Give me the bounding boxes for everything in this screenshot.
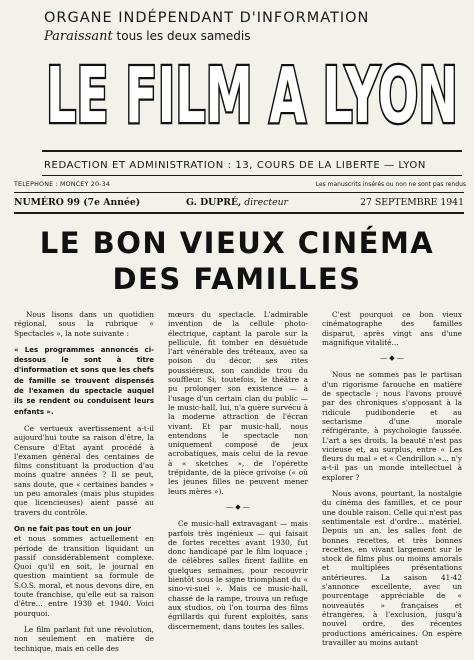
headline-line-1: LE BON VIEUX CINÉMA — [39, 226, 435, 260]
editor-name: G. DUPRÉ, — [186, 197, 242, 208]
col1-paragraph: Nous lisons dans un quotidien régional, sous la rubrique « Spectacles », la note suivante : — [14, 310, 154, 338]
article-column-1 — [14, 310, 154, 660]
newspaper-title: LE FILM A LYON — [46, 52, 458, 136]
col3-paragraph: Nous ne sommes pas le partisan d'un rigorisme farouche en matière de spectacle ; nous l'avons prouvé par des chroniques s'opposant à la ridicule pudibonderie et au sectarisme d'une morale réfrigérante, à psychologie faussée. L'art a ses droits, la beauté n'est pas vicieuse et, au surplus, entre « Les fleurs du mal » et « Cendrillon »... n'y a-t-il pas un monde intellectuel à explorer ? — [322, 370, 462, 482]
manuscripts-note: Les manuscrits insérés ou non ne sont pas rendus — [315, 181, 466, 188]
editor — [186, 197, 288, 208]
column-separator: — ◆ — — [226, 502, 250, 511]
editor-role: directeur — [241, 197, 288, 208]
subtitle-script: Paraissant — [44, 29, 113, 44]
headline-line-2: DES FAMILLES — [112, 262, 362, 296]
col3-paragraph: C'est pourquoi ce bon vieux cinématographe des familles disparut, après vingt ans d'une magnifique vitalité... — [322, 310, 462, 347]
article-column-3 — [322, 310, 462, 654]
issue-rule-bottom — [14, 212, 464, 214]
column-separator: — ◆ — — [380, 354, 404, 363]
col1-bold-phrase: On ne fait pas tout en un jour — [14, 524, 131, 533]
issue-date: 27 SEPTEMBRE 1941 — [360, 197, 464, 208]
telephone-line: TELEPHONE : MONCEY 20-34 — [14, 181, 111, 188]
address-line: REDACTION ET ADMINISTRATION : 13, COURS DE LA LIBERTE — LYON — [44, 160, 426, 171]
subtitle-rest: tous les deux samedis — [112, 29, 251, 43]
col3-paragraph: Nous avons, pourtant, la nostalgie du cinéma des familles, et ce pour une double raison. Celle qui n'est pas sentimentale est d'ordre... matériel. Depuis un an, les salles font de bonnes recettes, et très bonnes recettes, en vivant largement sur le stock de films plus ou moins amorals et multiplées présentations antérieures. La saison 41-42 s'annonce excellente, avec un pourcentage appréciable de « nouveautés » françaises et étrangères, à l'exclusion, jusqu'à nouvel ordre, des récentes productions américaines. On espère travailler au moins autant — [322, 489, 462, 647]
article-column-2 — [168, 310, 308, 638]
col1-bold-notice: « Les programmes annoncés ci-dessous le sont à titre d'information et sons que les chefs de famille se trouvent dispensés de l'examen du spectacle auquel ils se rendent ou conduisent leurs enfants ». — [14, 345, 154, 416]
issue-rule-top — [14, 192, 464, 193]
masthead-top-line: ORGANE INDÉPENDANT D'INFORMATION — [44, 10, 370, 26]
masthead-rule-top — [42, 150, 462, 152]
col2-paragraph: Ce music-hall extravagant — mais parfois très ingénieux — qui faisait de fortes recettes avant 1930, fut donc handicapé par le film loquace ; de célèbres salles firent faillite en quelques semaines, pour recouvrir bientôt sous le signe triomphant du « sino-vi-suel ». Mais ce music-hall, chassé de la rampe, trouva un refuge aux studios, où l'on tourna des films égrillards qui furent exploités, sans discernement, dans toutes les salles. — [168, 519, 308, 631]
col2-paragraph: mœurs du spectacle. L'admirable invention de la cellule photo-électrique, captant la parole sur la pellicule, fit tomber en désuétude l'art vénérable des tréteaux, avec sa poison du décor, ses rites poussiéreux, son candide trou du souffleur. Si, toutefois, le théâtre a pu prolonger son existence — à l'usage d'un certain clan du public — le music-hall, lui, n'a guère survécu à la moderne attraction de l'écran vivant. Et par music-hall, nous entendons le spectacle non uniquement composé de jeux acrobatiques, mais celui de la revue à « sketches », de l'opérette trépidante, de la pièce grivoise (« où les jeunes filles ne peuvent mener leurs mères »). — [168, 310, 308, 496]
col1-paragraph: et nous sommes actuellement en période de transition liquidant un passif considérablement complexe. Quoi qu'il en soit, le journal en question maintient sa formule de S.O.S. moral, et nous devons dire, en toute franchise, qu'elle eut sa raison d'être... entre 1930 et 1940. Voici pourquoi. — [14, 534, 154, 618]
col1-paragraph: Le film parlant fut une révolution, non seulement en matière de technique, mais en celle des — [14, 624, 154, 653]
newspaper-title-logo — [42, 40, 462, 136]
address-rule — [42, 175, 462, 176]
issue-number: NUMÉRO 99 (7e Année) — [14, 197, 141, 208]
issue-row — [14, 197, 464, 211]
col1-paragraph: Ce vertueux avertissement a-t-il aujourd'hui toute sa raison d'être, la Censure d'Etat ayant procédé à l'examen général des centaines de films constituant la production d'au moins quatre années ? Il se peut, sans doute, que « certaines bandes » un peu amorales (mais plus stupides que licencieuses) aient passé au travers du contrôle. — [14, 423, 154, 517]
